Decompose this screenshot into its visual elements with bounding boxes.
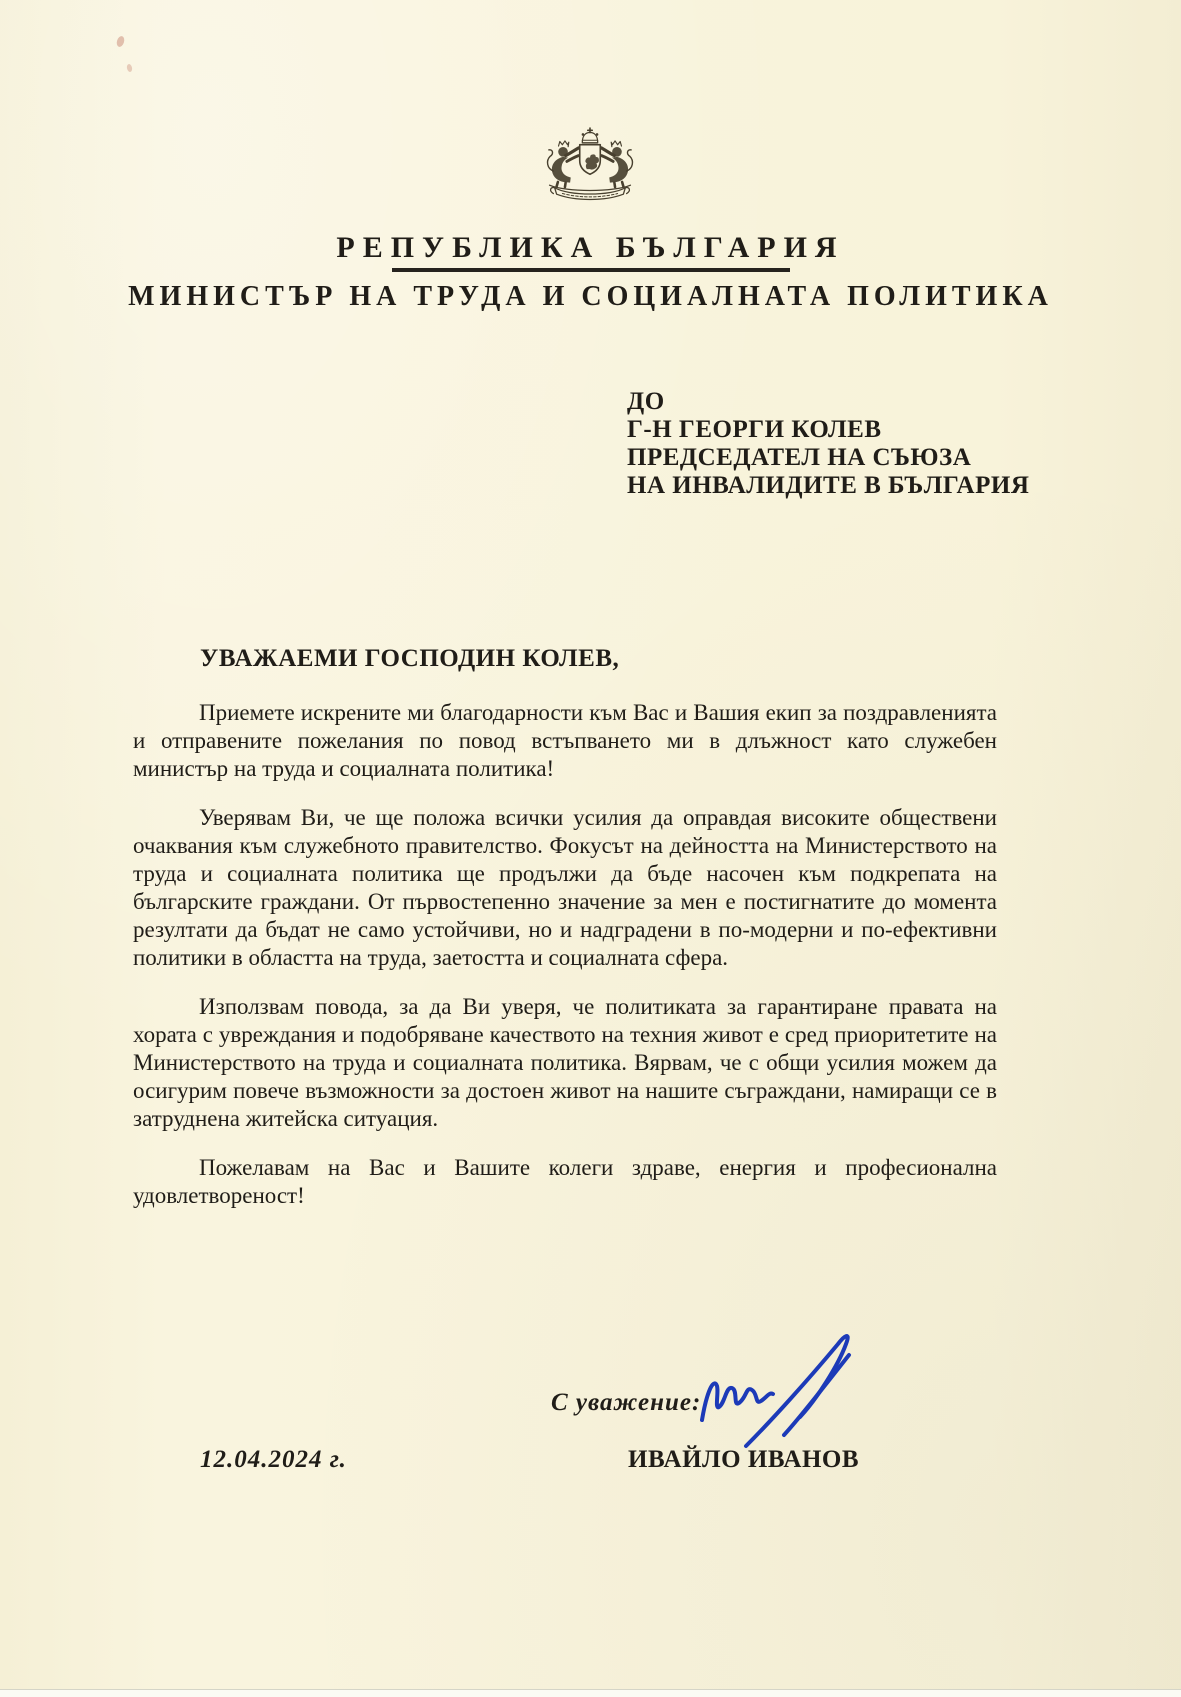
scan-artifact <box>126 64 133 73</box>
closing-salutation: С уважение: <box>551 1389 702 1416</box>
header-divider <box>392 268 790 272</box>
bulgaria-coat-of-arms-icon <box>529 108 651 220</box>
addressee-line-position: ПРЕДСЕДАТЕЛ НА СЪЮЗА <box>627 444 972 471</box>
letter-body <box>133 699 997 1231</box>
paragraph-thanks: Приемете искрените ми благодарности към Вас и Вашия екип за поздравленията и отправените пожелания по повод встъпването ми в длъжност като служебен министър на труда и социалната политика! <box>133 700 997 781</box>
scan-artifact <box>115 35 125 48</box>
addressee-line-to: ДО <box>627 388 665 415</box>
handwritten-signature <box>688 1322 880 1450</box>
paragraph-disability-policy: Използвам повода, за да Ви уверя, че политиката за гарантиране правата на хората с увреждания и подобряване качеството на техния живот е сред приоритетите на Министерството на труда и социалната политика. Вярвам, че с общи усилия можем да осигурим повече възможности за достоен живот на нашите съграждани, намиращи се в затруднена житейска ситуация. <box>133 994 997 1131</box>
signer-name: ИВАЙЛО ИВАНОВ <box>628 1446 860 1473</box>
salutation: УВАЖАЕМИ ГОСПОДИН КОЛЕВ, <box>200 645 620 672</box>
paragraph-assurance: Уверявам Ви, че ще положа всички усилия да оправдая високите обществени очаквания към служебното правителство. Фокусът на дейността на Министерството на труда и социалната политика ще продължи да бъде насочен към подкрепата на българските граждани. От първостепенно значение за мен е постигнатите до момента резултати да бъдат не само устойчиви, но и надградени в по-модерни и по-ефективни политики в областта на труда, заетостта и социалната сфера. <box>133 805 997 970</box>
scan-edge <box>0 1689 1181 1697</box>
country-title: РЕПУБЛИКА БЪЛГАРИЯ <box>336 231 845 264</box>
paragraph-wishes: Пожелавам на Вас и Вашите колеги здраве, енергия и професионална удовлетвореност! <box>133 1155 997 1208</box>
addressee-line-organization: НА ИНВАЛИДИТЕ В БЪЛГАРИЯ <box>627 472 1030 499</box>
letter-date: 12.04.2024 г. <box>200 1446 347 1473</box>
addressee-line-name: Г-Н ГЕОРГИ КОЛЕВ <box>627 416 882 443</box>
ministry-title: МИНИСТЪР НА ТРУДА И СОЦИАЛНАТА ПОЛИТИКА <box>128 281 1053 312</box>
addressee-block <box>627 388 1029 500</box>
